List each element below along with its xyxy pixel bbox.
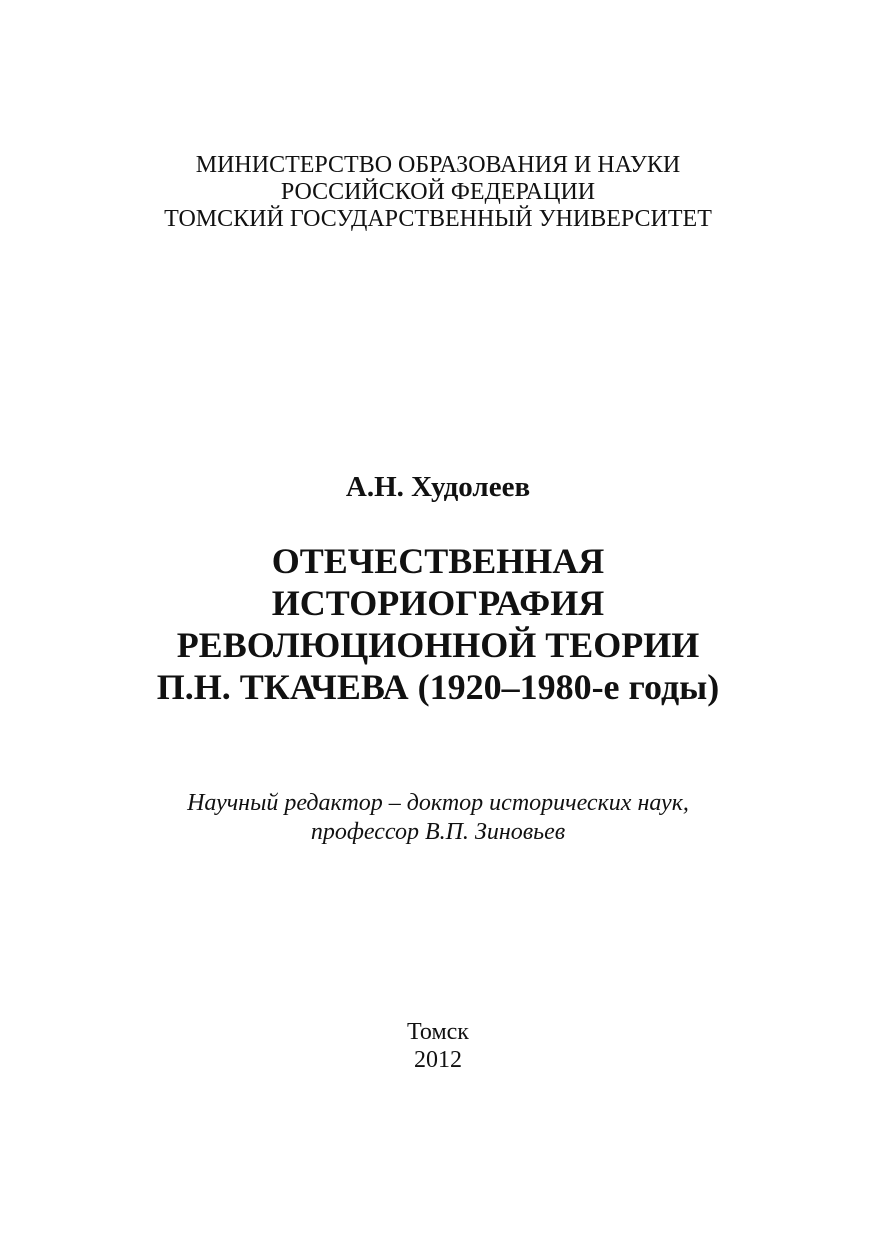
institution-line-1: МИНИСТЕРСТВО ОБРАЗОВАНИЯ И НАУКИ <box>195 152 681 178</box>
scientific-editor <box>0 789 876 847</box>
imprint <box>0 1018 876 1074</box>
book-title-line-2: ИСТОРИОГРАФИЯ <box>271 583 605 623</box>
book-title-line-3: РЕВОЛЮЦИОННОЙ ТЕОРИИ <box>176 625 700 665</box>
institution-heading <box>0 152 876 233</box>
book-title <box>0 540 876 708</box>
institution-line-3: ТОМСКИЙ ГОСУДАРСТВЕННЫЙ УНИВЕРСИТЕТ <box>164 206 712 232</box>
book-title-line-4: П.Н. ТКАЧЕВА (1920–1980-е годы) <box>156 667 720 707</box>
imprint-year: 2012 <box>414 1047 462 1073</box>
editor-line-1: Научный редактор – доктор исторических наук, <box>187 790 689 816</box>
book-title-line-1: ОТЕЧЕСТВЕННАЯ <box>271 541 605 581</box>
editor-line-2: профессор В.П. Зиновьев <box>310 819 566 845</box>
author-name: А.Н. Худолеев <box>345 471 531 503</box>
imprint-city: Томск <box>407 1019 469 1045</box>
institution-line-2: РОССИЙСКОЙ ФЕДЕРАЦИИ <box>280 179 596 205</box>
